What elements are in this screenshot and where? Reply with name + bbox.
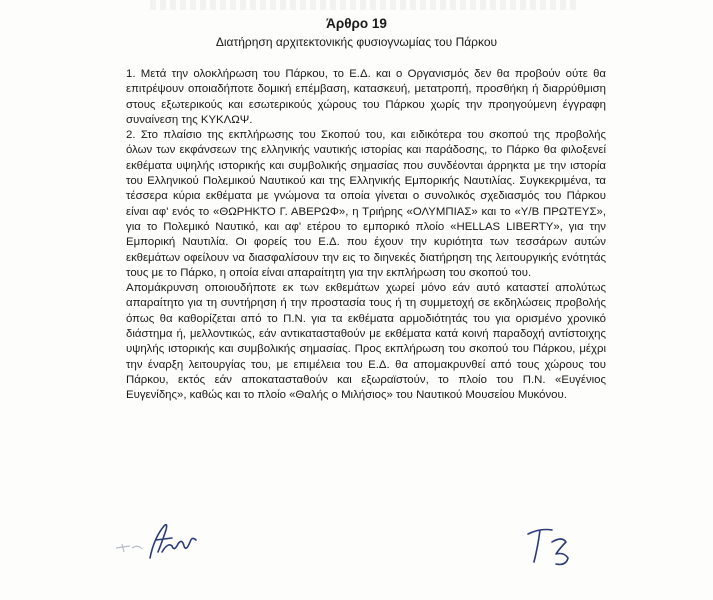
paragraph-3: Απομάκρυνση οποιουδήποτε εκ των εκθεμάτων χωρεί μόνο εάν αυτό καταστεί απολύτως απαραίτητο για τη συντήρηση ή την προστασία τους ή τη συμμετοχή σε εκδηλώσεις προβολής όπως θα καθορίζεται από το Π.Ν. για τα εκθέματα αρμοδιότητάς του για ορισμένο χρονικό διάστημα ή, μελλοντικώς, εάν αντικατασταθούν με εκθέματα κατά κοινή παραδοχή αντίστοιχης υψηλής ιστορικής και συμβολικής σημασίας. Προς εκπλήρωση του σκοπού του Πάρκου, μέχρι την έναρξη λειτουργίας του, με επιμέλεια του Ε.Δ. θα απομακρυνθεί από τους χώρους του Πάρκου, εκτός εάν αποκατασταθούν και εξωραϊστούν, το πλοίο του Π.Ν. «Ευγένιος Ευγενίδης», καθώς και το πλοίο «Θαλής ο Μιλήσιος» του Ναυτικού Μουσείου Μυκόνου. xyxy=(126,282,606,402)
previous-page-bleed xyxy=(150,0,580,10)
handwritten-signature-icon xyxy=(112,518,222,566)
article-title: Άρθρο 19 xyxy=(326,16,387,31)
paragraph-1: 1. Μετά την ολοκλήρωση του Πάρκου, το Ε.Δ. και ο Οργανισμός δεν θα προβούν ούτε θα επιτρέψουν οποιαδήποτε δομική επέμβαση, κατασκευή, μετατροπή, προσθήκη ή διαρρύθμιση στους εξωτερικούς και εσωτερικούς χώρους του Πάρκου χωρίς την προηγούμενη έγγραφη συναίνεση της ΚΥΚΛΩΨ. xyxy=(126,68,606,126)
article-body xyxy=(126,67,606,404)
paragraph-2: 2. Στο πλαίσιο της εκπλήρωσης του Σκοπού του, και ειδικότερα του σκοπού της προβολής όλων των εκφάνσεων της ελληνικής ναυτικής ιστορίας και παράδοσης, το Πάρκο θα φιλοξενεί εκθέματα υψηλής ιστορικής και συμβολικής σημασίας που συνδέονται άρρηκτα με την ιστορία του Ελληνικού Πολεμικού Ναυτικού και της Ελληνικής Εμπορικής Ναυτιλίας. Συγκεκριμένα, τα τέσσερα κύρια εκθέματα με γνώμονα τα οποία γίνεται ο συνολικός σχεδιασμός του Πάρκου είναι αφ' ενός το «ΘΩΡΗΚΤΟ Γ. ΑΒΕΡΩΦ», η Τριήρης «ΟΛΥΜΠΙΑΣ» και το «Υ/Β ΠΡΩΤΕΥΣ», για το Πολεμικό Ναυτικό, και αφ' ετέρου το εμπορικό πλοίο «HELLAS LIBERTY», για την Εμπορική Ναυτιλία. Οι φορείς του Ε.Δ. που έχουν την κυριότητα των τεσσάρων αυτών εκθεμάτων οφείλουν να διασφαλίσουν την εις το διηνεκές διατήρηση της λειτουργικής ενότητάς τους με το Πάρκο, η οποία είναι απαραίτητη για την εκπλήρωση του σκοπού του. xyxy=(126,129,606,279)
article-subtitle: Διατήρηση αρχιτεκτονικής φυσιογνωμίας του Πάρκου xyxy=(215,35,498,49)
handwritten-initials-icon xyxy=(522,520,580,570)
